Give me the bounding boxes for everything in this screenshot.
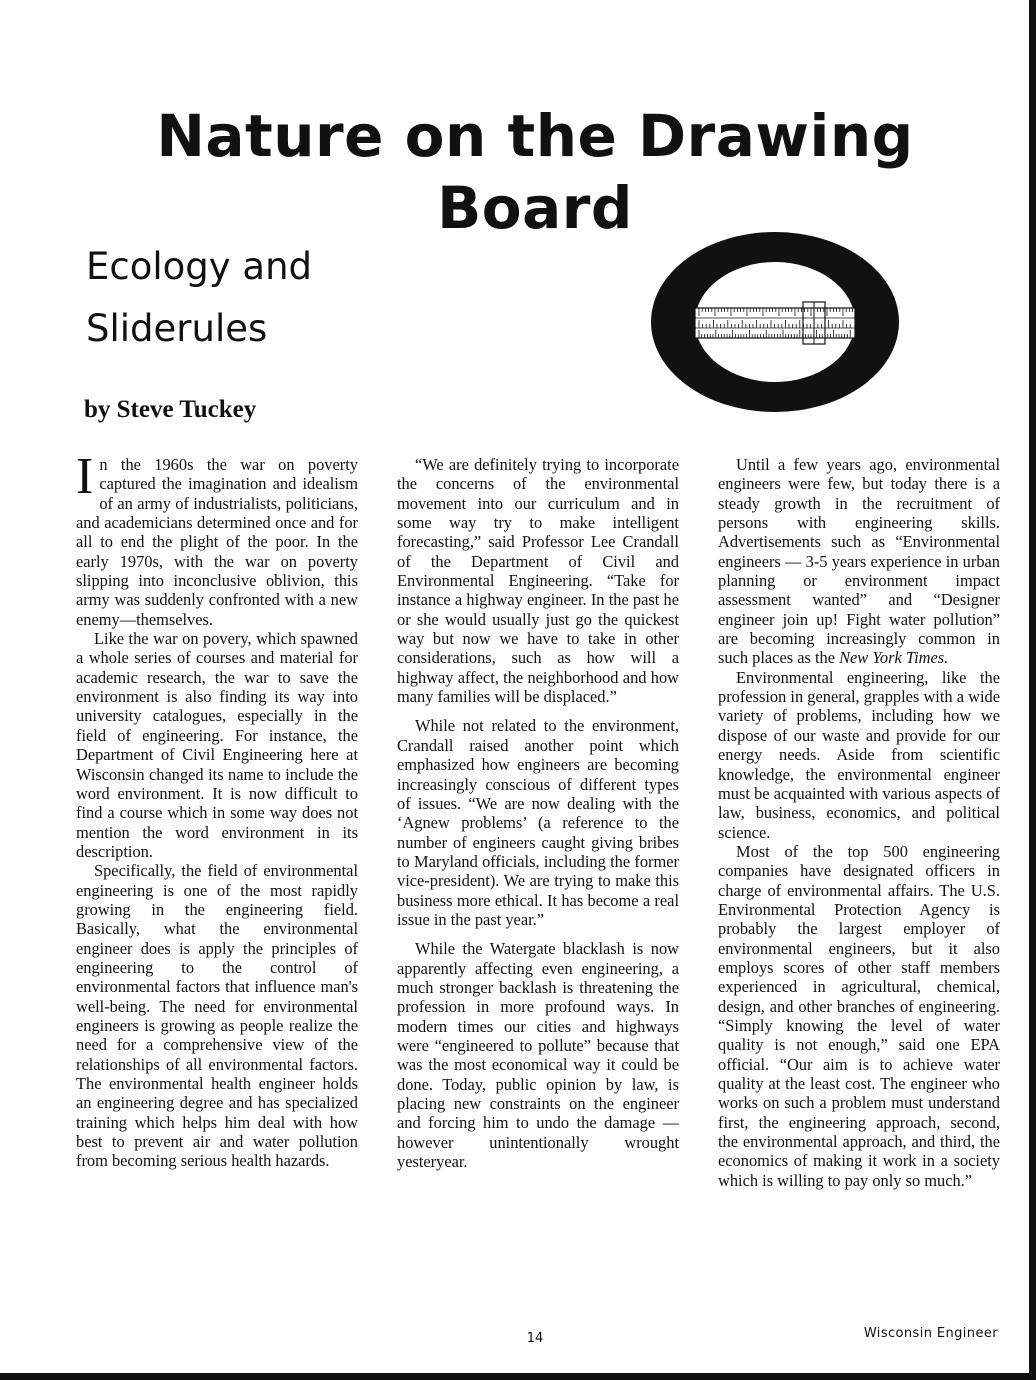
article-subtitle — [86, 236, 312, 360]
paragraph: While not related to the environment, Crandall raised another point which emphasized how engineers are becoming increasingly conscious of different types of issues. “We are now dealing with the ‘Agnew problems’ (a reference to the number of engineers caught giving bribes to Maryland officials, including the former vice-president). We are trying to make this business more ethical. It has become a real issue in the past year.” — [397, 716, 679, 929]
article-column-2 — [397, 455, 679, 1171]
publication-footer: Wisconsin Engineer — [863, 1326, 998, 1341]
article-column-3 — [718, 455, 1000, 1190]
page-edge-bottom — [0, 1373, 1036, 1380]
byline: by Steve Tuckey — [84, 396, 257, 423]
subtitle-line-1: Ecology and — [86, 245, 313, 288]
paragraph — [718, 455, 1000, 668]
slide-rule-in-o-icon — [651, 232, 899, 412]
page-number: 14 — [526, 1331, 544, 1346]
paragraph: “We are definitely trying to incorporate the concerns of the environmental movement into our curriculum and in some way try to make intelligent forecasting,” said Professor Lee Crandall of the Department of Civil and Environmental Engineering. “Take for instance a highway engineer. In the past he or she would usually just go the quickest way but now we have to take in other considerations, such as how will a highway affect, the neighborhood and how many families will be displaced.” — [397, 455, 679, 707]
paragraph: Specifically, the field of environmental engineering is one of the most rapidly growing in the engineering field. Basically, what the environmental engineer does is apply the principles of engineering to the control of environmental factors that influence man's well-being. The need for environmental engineers is growing as people realize the need for a comprehensive view of the relationships of all environmental factors. The environmental health engineer holds an engineering degree and has specialized training which helps him deal with how best to prevent air and water pollution from becoming serious health hazards. — [76, 861, 358, 1171]
article-column-1 — [76, 448, 358, 1171]
subtitle-line-2: Sliderules — [86, 307, 268, 350]
paragraph: Most of the top 500 engineering companies have designated officers in charge of environmental affairs. The U.S. Environmental Protection Agency is probably the largest employer of environmental engineers, but it also employs scores of other staff members experienced in agricultural, chemical, design, and other branches of engineering. “Simply knowing the level of water quality is not enough,” said one EPA official. “Our aim is to achieve water quality at the least cost. The engineer who works on such a problem must understand first, the engineering approach, second, the environmental approach, and third, the economics of making it work in a society which is willing to pay only so much.” — [718, 841, 1000, 1190]
article-title: Nature on the Drawing Board — [156, 102, 914, 242]
paragraph: Like the war on povery, which spawned a whole series of courses and material for academic research, the war to save the environment is also finding its way into university catalogues, especially in the field of engineering. For instance, the Department of Civil Engineering here at Wisconsin changed its name to include the word environment. It is now difficult to find a course which in some way does not mention the word environment in its description. — [76, 629, 358, 861]
paragraph-text: Until a few years ago, environmental engineers were few, but today there is a steady growth in the recruitment of persons with engineering skills. Advertisements such as “Environmental engineers — 3-5 years experience in urban planning or environment impact assessment wanted” and “Designer engineer join up! Fight water pollution” are becoming increasingly common in such places as the — [718, 455, 1000, 668]
paragraph — [76, 448, 358, 629]
publication-name: New York Times. — [839, 648, 949, 668]
page-edge-right — [1029, 0, 1036, 1380]
paragraph: Environmental engineering, like the profession in general, grapples with a wide variety of problems, including how we dispose of our waste and provide for our energy needs. Aside from scientific knowledge, the environmental engineer must be acquainted with various aspects of law, business, economics, and political science. — [718, 667, 1000, 842]
paragraph-text: n the 1960s the war on poverty captured the imagination and idealism of an army of industrialists, politicians, and academicians determined once and for all to end the plight of the poor. In the early 1970s, with the war on poverty slipping into inconclusive oblivion, this army was suddenly confronted with a new enemy—themselves. — [76, 455, 358, 629]
paragraph: While the Watergate blacklash is now apparently affecting even engineering, a much stronger backlash is threatening the profession in more profound ways. In modern times our cities and highways were “engineered to pollute” because that was the most economical way it could be done. Today, public opinion by law, is placing new constraints on the engineer and forcing him to undo the damage — however unintentionally wrought yesteryear. — [397, 939, 679, 1172]
drop-cap: I — [76, 448, 94, 505]
